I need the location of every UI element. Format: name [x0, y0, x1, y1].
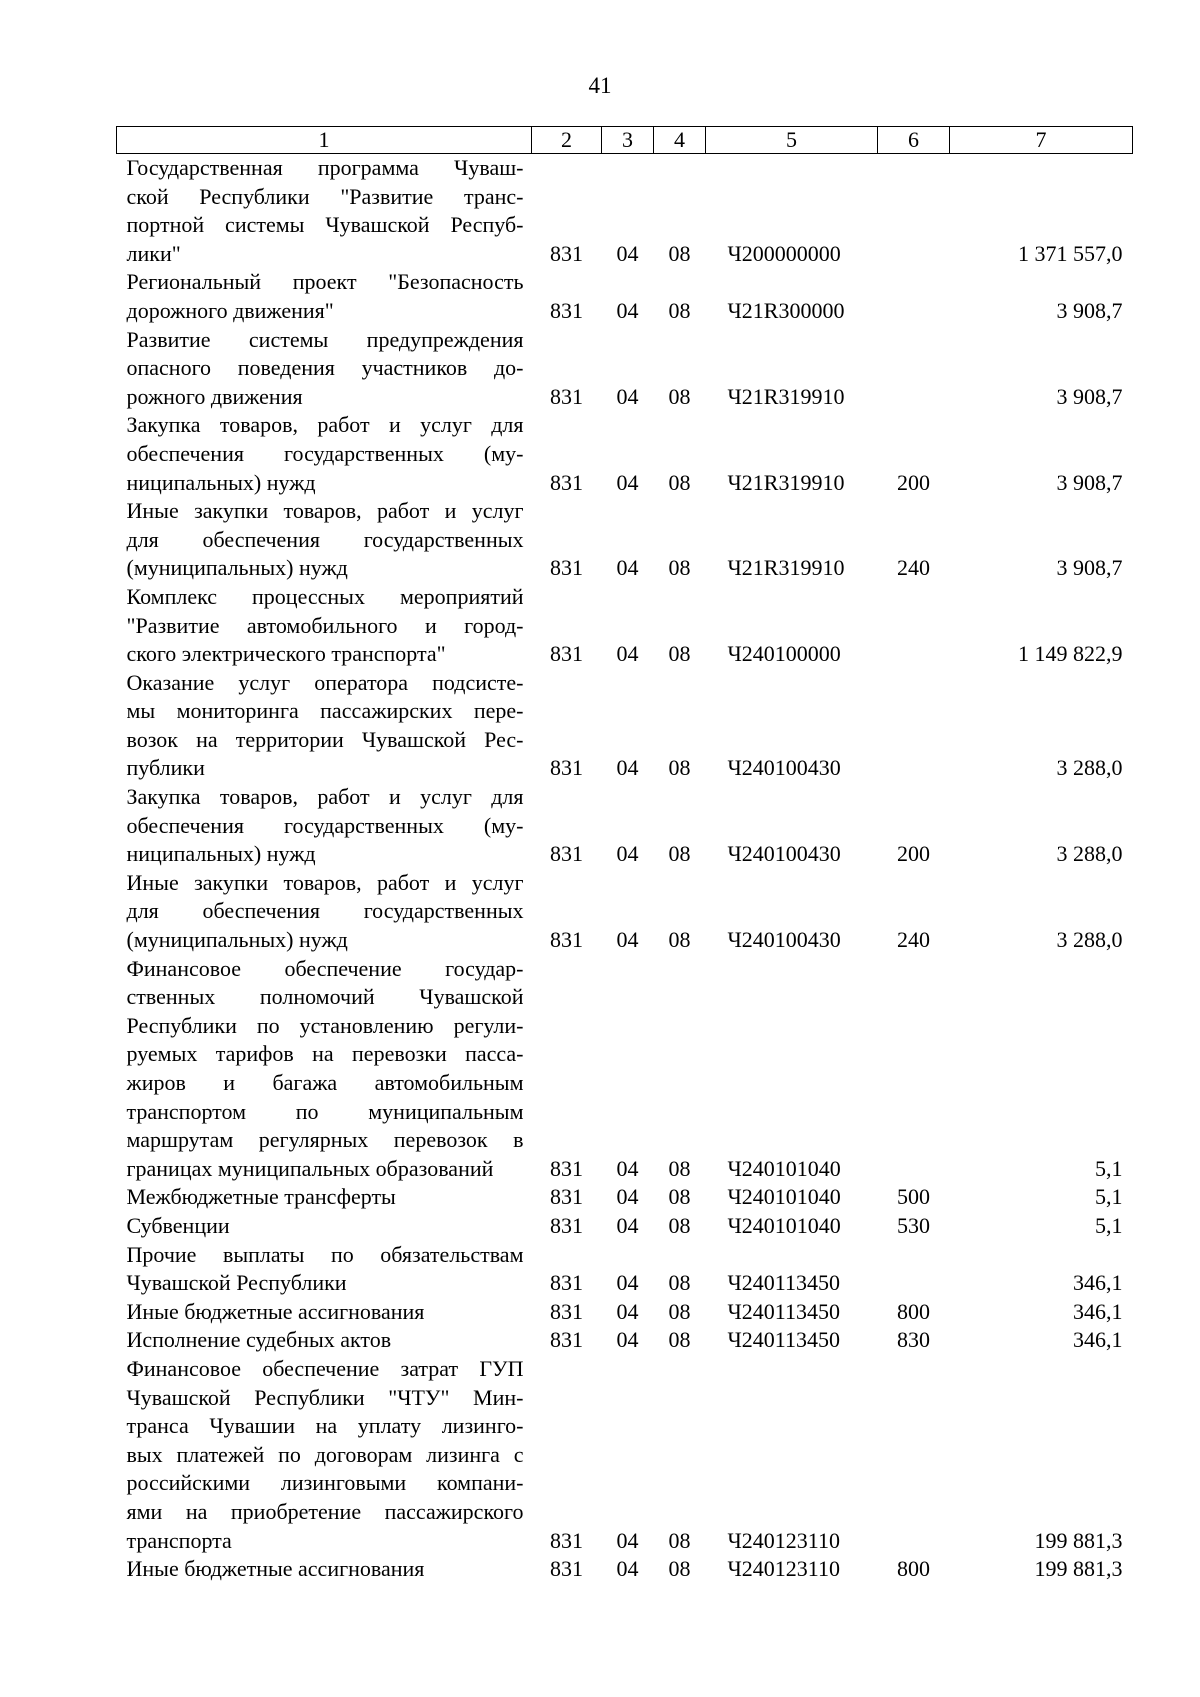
table-row — [117, 268, 1133, 325]
row-name-line: Иные бюджетные ассигнования — [126, 1298, 425, 1324]
row-name-line: Чувашской Республики "ЧТУ" Мин- — [126, 1384, 524, 1410]
row-name-line: "Развитие автомобильного и город- — [126, 612, 524, 638]
target-article: Ч240100000 — [727, 641, 841, 667]
expense-type — [878, 326, 950, 412]
table-header — [117, 127, 1133, 154]
expense-type: 800 — [897, 1556, 930, 1582]
expense-type — [878, 268, 950, 325]
section-code: 04 — [616, 240, 639, 266]
target-article: Ч21R319910 — [727, 469, 845, 495]
table-row — [117, 783, 1133, 869]
section-code: 04 — [616, 1556, 639, 1582]
row-name-line: обеспечения государственных (му- — [126, 812, 524, 838]
table-row — [117, 583, 1133, 669]
section-code: 04 — [616, 1184, 639, 1210]
header-col-2: 2 — [532, 127, 602, 154]
row-name-line: рожного движения — [126, 383, 303, 409]
row-name-line: Закупка товаров, работ и услуг для — [126, 784, 524, 810]
table-row — [117, 326, 1133, 412]
admin-code: 831 — [550, 1270, 583, 1296]
target-article: Ч200000000 — [727, 240, 841, 266]
section-code: 04 — [616, 297, 639, 323]
expense-type — [878, 955, 950, 1184]
amount: 5,1 — [1095, 1212, 1123, 1238]
table-row — [117, 1183, 1133, 1212]
table-row — [117, 1326, 1133, 1355]
header-col-7: 7 — [950, 127, 1133, 154]
row-name-line: (муниципальных) нужд — [126, 555, 348, 581]
row-name-line: Региональный проект "Безопасность — [126, 269, 524, 295]
target-article: Ч240101040 — [727, 1155, 841, 1181]
row-name — [117, 268, 532, 325]
row-name-line: Оказание услуг оператора подсисте- — [126, 669, 524, 695]
section-code: 04 — [616, 841, 639, 867]
row-name-line: транспортом по муниципальным — [126, 1098, 524, 1124]
admin-code: 831 — [550, 841, 583, 867]
page-number: 41 — [588, 73, 612, 98]
expense-type: 800 — [897, 1298, 930, 1324]
target-article: Ч240113450 — [727, 1270, 840, 1296]
header-row — [117, 127, 1133, 154]
amount: 5,1 — [1095, 1155, 1123, 1181]
amount: 346,1 — [1073, 1298, 1123, 1324]
admin-code: 831 — [550, 1327, 583, 1353]
subsection-code: 08 — [668, 841, 691, 867]
row-name-line: ского электрического транспорта" — [126, 641, 446, 667]
amount: 1 149 822,9 — [1018, 641, 1123, 667]
subsection-code: 08 — [668, 1327, 691, 1353]
target-article: Ч240100430 — [727, 927, 841, 953]
admin-code: 831 — [550, 297, 583, 323]
row-name — [117, 411, 532, 497]
amount: 3 288,0 — [1056, 755, 1123, 781]
table-body — [117, 154, 1133, 1584]
expense-type: 530 — [897, 1212, 930, 1238]
amount: 199 881,3 — [1034, 1556, 1123, 1582]
section-code: 04 — [616, 1155, 639, 1181]
row-name-line: Субвенции — [126, 1212, 230, 1238]
target-article: Ч21R319910 — [727, 383, 845, 409]
row-name-line: маршрутам регулярных перевозок в — [126, 1127, 524, 1153]
subsection-code: 08 — [668, 1270, 691, 1296]
row-name — [117, 1212, 532, 1241]
table-row — [117, 1241, 1133, 1298]
row-name-line: Чувашской Республики — [126, 1270, 347, 1296]
header-col-4: 4 — [654, 127, 706, 154]
row-name-line: Прочие выплаты по обязательствам — [126, 1241, 524, 1267]
target-article: Ч240113450 — [727, 1298, 840, 1324]
row-name-line: публики — [126, 755, 205, 781]
row-name-line: ской Республики "Развитие транс- — [126, 183, 524, 209]
row-name-line: для обеспечения государственных — [126, 898, 524, 924]
row-name — [117, 869, 532, 955]
admin-code: 831 — [550, 755, 583, 781]
row-name — [117, 1241, 532, 1298]
section-code: 04 — [616, 383, 639, 409]
admin-code: 831 — [550, 555, 583, 581]
row-name-line: (муниципальных) нужд — [126, 927, 348, 953]
row-name-line: транса Чувашии на уплату лизинго- — [126, 1413, 524, 1439]
row-name-line: Иные закупки товаров, работ и услуг — [126, 869, 524, 895]
target-article: Ч240101040 — [727, 1184, 841, 1210]
row-name-line: дорожного движения" — [126, 297, 334, 323]
amount: 3 908,7 — [1056, 555, 1123, 581]
subsection-code: 08 — [668, 1184, 691, 1210]
section-code: 04 — [616, 927, 639, 953]
row-name-line: Финансовое обеспечение государ- — [126, 955, 524, 981]
section-code: 04 — [616, 469, 639, 495]
admin-code: 831 — [550, 927, 583, 953]
amount: 5,1 — [1095, 1184, 1123, 1210]
header-col-1: 1 — [117, 127, 532, 154]
row-name-line: лики" — [126, 240, 181, 266]
row-name-line: Исполнение судебных актов — [126, 1327, 392, 1353]
row-name-line: ниципальных) нужд — [126, 841, 316, 867]
row-name-line: обеспечения государственных (му- — [126, 440, 524, 466]
amount: 199 881,3 — [1034, 1527, 1123, 1553]
row-name-line: границах муниципальных образований — [126, 1155, 494, 1181]
table-row — [117, 1212, 1133, 1241]
subsection-code: 08 — [668, 1298, 691, 1324]
target-article: Ч240113450 — [727, 1327, 840, 1353]
table-row — [117, 869, 1133, 955]
row-name-line: Иные бюджетные ассигнования — [126, 1556, 425, 1582]
row-name — [117, 1326, 532, 1355]
admin-code: 831 — [550, 1298, 583, 1324]
admin-code: 831 — [550, 240, 583, 266]
expense-type — [878, 1241, 950, 1298]
row-name-line: мы мониторинга пассажирских пере- — [126, 698, 524, 724]
row-name-line: ниципальных) нужд — [126, 469, 316, 495]
row-name-line: руемых тарифов на перевозки пасса- — [126, 1041, 524, 1067]
row-name-line: Комплекс процессных мероприятий — [126, 583, 524, 609]
table-row — [117, 497, 1133, 583]
row-name-line: жиров и багажа автомобильным — [126, 1070, 524, 1095]
target-article: Ч240100430 — [727, 841, 841, 867]
admin-code: 831 — [550, 1556, 583, 1582]
row-name-line: вых платежей по договорам лизинга с — [126, 1441, 524, 1467]
section-code: 04 — [616, 555, 639, 581]
row-name-line: Финансовое обеспечение затрат ГУП — [126, 1355, 524, 1381]
row-name — [117, 154, 532, 269]
expense-type — [878, 583, 950, 669]
row-name-line: Государственная программа Чуваш- — [126, 155, 524, 180]
target-article: Ч240123110 — [727, 1527, 840, 1553]
section-code: 04 — [616, 1212, 639, 1238]
table-row — [117, 1555, 1133, 1584]
subsection-code: 08 — [668, 755, 691, 781]
table-row — [117, 955, 1133, 1184]
expense-type: 240 — [897, 555, 930, 581]
row-name — [117, 955, 532, 1184]
amount: 3 288,0 — [1056, 841, 1123, 867]
expense-type: 500 — [897, 1184, 930, 1210]
target-article: Ч240100430 — [727, 755, 841, 781]
subsection-code: 08 — [668, 1155, 691, 1181]
target-article: Ч21R300000 — [727, 297, 845, 323]
row-name-line: ственных полномочий Чувашской — [126, 984, 524, 1010]
row-name-line: российскими лизинговыми компани- — [126, 1470, 524, 1496]
row-name — [117, 1555, 532, 1584]
row-name-line: транспорта — [126, 1527, 232, 1553]
row-name — [117, 1298, 532, 1327]
row-name — [117, 326, 532, 412]
row-name-line: Закупка товаров, работ и услуг для — [126, 412, 524, 438]
admin-code: 831 — [550, 641, 583, 667]
admin-code: 831 — [550, 469, 583, 495]
subsection-code: 08 — [668, 383, 691, 409]
subsection-code: 08 — [668, 469, 691, 495]
subsection-code: 08 — [668, 1212, 691, 1238]
table-row — [117, 1355, 1133, 1555]
amount: 3 908,7 — [1056, 297, 1123, 323]
subsection-code: 08 — [668, 1556, 691, 1582]
section-code: 04 — [616, 1298, 639, 1324]
admin-code: 831 — [550, 1184, 583, 1210]
header-col-6: 6 — [878, 127, 950, 154]
target-article: Ч240123110 — [727, 1556, 840, 1582]
header-col-3: 3 — [602, 127, 654, 154]
row-name — [117, 1355, 532, 1555]
admin-code: 831 — [550, 1155, 583, 1181]
amount: 346,1 — [1073, 1327, 1123, 1353]
budget-table — [116, 126, 1133, 1584]
row-name-line: Межбюджетные трансферты — [126, 1184, 396, 1210]
row-name — [117, 1183, 532, 1212]
section-code: 04 — [616, 1327, 639, 1353]
amount: 346,1 — [1073, 1270, 1123, 1296]
subsection-code: 08 — [668, 555, 691, 581]
section-code: 04 — [616, 1527, 639, 1553]
admin-code: 831 — [550, 383, 583, 409]
row-name — [117, 497, 532, 583]
row-name — [117, 783, 532, 869]
target-article: Ч240101040 — [727, 1212, 841, 1238]
admin-code: 831 — [550, 1212, 583, 1238]
row-name-line: ями на приобретение пассажирского — [126, 1498, 524, 1524]
header-col-5: 5 — [706, 127, 878, 154]
row-name-line: возок на территории Чувашской Рес- — [126, 726, 524, 752]
table-row — [117, 1298, 1133, 1327]
subsection-code: 08 — [668, 927, 691, 953]
table-row — [117, 411, 1133, 497]
admin-code: 831 — [550, 1527, 583, 1553]
row-name-line: опасного поведения участников до- — [126, 355, 524, 381]
table-row — [117, 154, 1133, 269]
row-name — [117, 583, 532, 669]
expense-type: 240 — [897, 927, 930, 953]
subsection-code: 08 — [668, 240, 691, 266]
expense-type — [878, 669, 950, 783]
expense-type — [878, 154, 950, 269]
row-name-line: портной системы Чувашской Респуб- — [126, 212, 524, 238]
amount: 1 371 557,0 — [1018, 240, 1123, 266]
section-code: 04 — [616, 641, 639, 667]
subsection-code: 08 — [668, 641, 691, 667]
subsection-code: 08 — [668, 1527, 691, 1553]
expense-type: 200 — [897, 469, 930, 495]
table-row — [117, 669, 1133, 783]
amount: 3 908,7 — [1056, 469, 1123, 495]
expense-type: 830 — [897, 1327, 930, 1353]
row-name-line: Развитие системы предупреждения — [126, 326, 524, 352]
expense-type — [878, 1355, 950, 1555]
section-code: 04 — [616, 1270, 639, 1296]
subsection-code: 08 — [668, 297, 691, 323]
row-name-line: для обеспечения государственных — [126, 526, 524, 552]
section-code: 04 — [616, 755, 639, 781]
target-article: Ч21R319910 — [727, 555, 845, 581]
row-name — [117, 669, 532, 783]
row-name-line: Иные закупки товаров, работ и услуг — [126, 498, 524, 524]
amount: 3 908,7 — [1056, 383, 1123, 409]
row-name-line: Республики по установлению регули- — [126, 1012, 524, 1038]
expense-type: 200 — [897, 841, 930, 867]
amount: 3 288,0 — [1056, 927, 1123, 953]
